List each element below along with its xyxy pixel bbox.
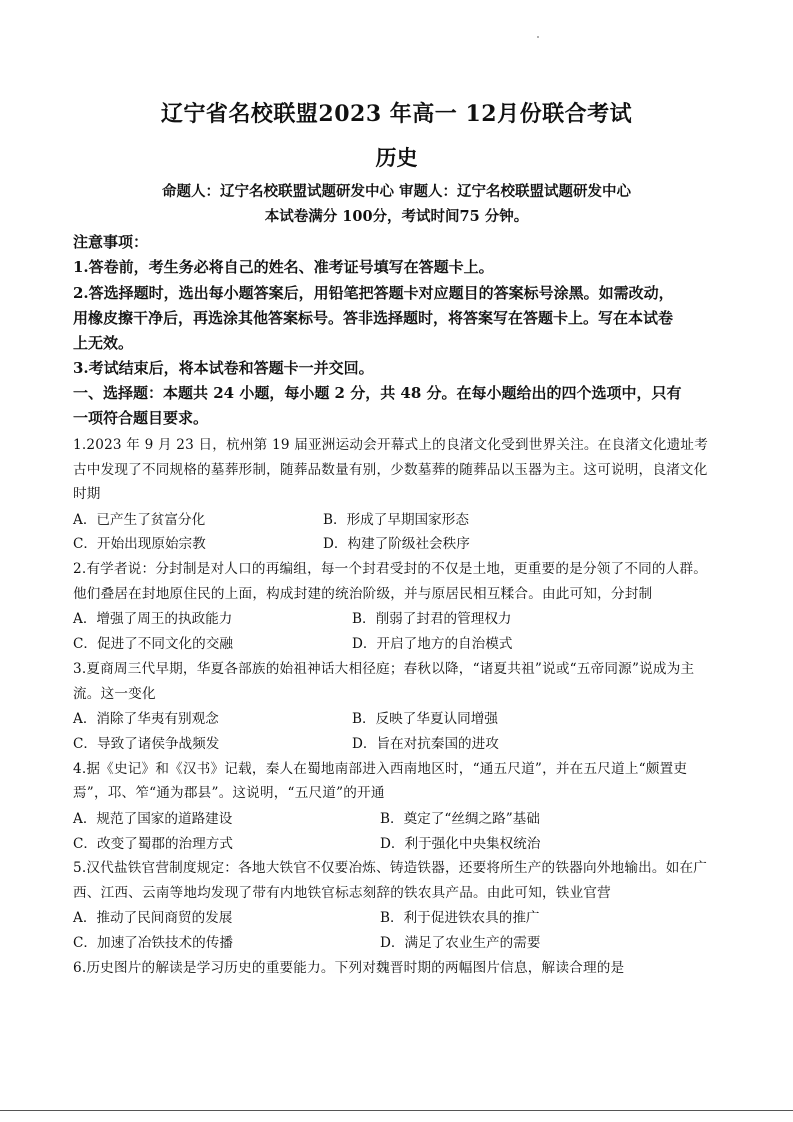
- q1-option-b: B．形成了早期国家形态: [323, 512, 469, 528]
- q4-option-a: A．规范了国家的道路建设: [73, 811, 233, 827]
- q1-stem-line-1: 1.2023 年 9 月 23 日，杭州第 19 届亚洲运动会开幕式上的良渚文化受到世界关注。在良渚文化遗址考: [73, 437, 709, 453]
- notice-item-2-line-1: 2.答选择题时，选出每小题答案后，用铅笔把答题卡对应题目的答案标号涂黑。如需改动，: [73, 284, 674, 302]
- q5-stem-line-2: 西、江西、云南等地均发现了带有内地铁官标志刻辞的铁农具产品。由此可知，铁业官营: [73, 885, 611, 901]
- q5-option-a: A．推动了民间商贸的发展: [73, 910, 233, 926]
- q2-stem-line-1: 2.有学者说：分封制是对人口的再编组，每一个封君受封的不仅是土地，更重要的是分领了不同的人群。: [73, 561, 708, 577]
- q4-option-d: D．利于强化中央集权统治: [380, 836, 541, 852]
- scan-dot: [537, 36, 539, 38]
- section-heading-line-2: 一项符合题目要求。: [73, 409, 209, 427]
- q3-option-b: B．反映了华夏认同增强: [352, 711, 498, 727]
- q4-option-b: B．奠定了“丝绸之路”基础: [380, 811, 540, 827]
- q3-option-d: D．旨在对抗秦国的进攻: [352, 736, 499, 752]
- q1-option-a: A．已产生了贫富分化: [73, 512, 206, 528]
- q1-stem-line-3: 时期: [73, 486, 101, 502]
- exam-title: 辽宁省名校联盟2023 年高一 12月份联合考试: [160, 101, 633, 127]
- exam-subject: 历史: [375, 145, 418, 170]
- q6-stem-line-1: 6.历史图片的解读是学习历史的重要能力。下列对魏晋时期的两幅图片信息，解读合理的是: [73, 960, 625, 976]
- q4-option-c: C．改变了蜀郡的治理方式: [73, 836, 233, 852]
- q3-option-a: A．消除了华夷有别观念: [73, 711, 219, 727]
- q3-option-c: C．导致了诸侯争战频发: [73, 736, 220, 752]
- q5-option-c: C．加速了冶铁技术的传播: [73, 935, 233, 951]
- author-line: 命题人：辽宁名校联盟试题研发中心 审题人：辽宁名校联盟试题研发中心: [161, 183, 632, 200]
- notice-item-2-line-3: 上无效。: [73, 334, 134, 352]
- q1-option-c: C．开始出现原始宗教: [73, 536, 206, 552]
- score-time-line: 本试卷满分 100分，考试时间75 分钟。: [264, 208, 529, 225]
- q2-stem-line-2: 他们叠居在封地原住民的上面，构成封建的统治阶级，并与原居民相互糅合。由此可知，分封制: [73, 586, 653, 602]
- q5-option-b: B．利于促进铁农具的推广: [380, 910, 540, 926]
- q2-option-b: B．削弱了封君的管理权力: [352, 611, 512, 627]
- page-bottom-rule: [0, 1110, 793, 1111]
- q3-stem-line-2: 流。这一变化: [73, 686, 156, 702]
- notice-heading: 注意事项：: [73, 233, 149, 251]
- q1-stem-line-2: 古中发现了不同规格的墓葬形制，随葬品数量有别，少数墓葬的随葬品以玉器为主。这可说明，良渚文化: [73, 462, 708, 478]
- q2-option-a: A．增强了周王的执政能力: [73, 611, 233, 627]
- q2-option-d: D．开启了地方的自治模式: [352, 636, 513, 652]
- notice-item-3: 3.考试结束后，将本试卷和答题卡一并交回。: [73, 359, 374, 377]
- section-heading-line-1: 一、选择题：本题共 24 小题，每小题 2 分，共 48 分。在每小题给出的四个选项中，只有: [73, 384, 682, 402]
- q4-stem-line-1: 4.据《史记》和《汉书》记载，秦人在蜀地南部进入西南地区时，“通五尺道”，并在五尺道上“颇置吏: [73, 761, 688, 777]
- q5-option-d: D．满足了农业生产的需要: [380, 935, 541, 951]
- q2-option-c: C．促进了不同文化的交融: [73, 636, 233, 652]
- q4-stem-line-2: 焉”，邛、笮“通为郡县”。这说明，“五尺道”的开通: [73, 785, 385, 801]
- q3-stem-line-1: 3.夏商周三代早期，华夏各部族的始祖神话大相径庭；春秋以降，“诸夏共祖”说或“五帝同源”说成为主: [73, 661, 695, 677]
- q1-option-d: D．构建了阶级社会秩序: [323, 536, 470, 552]
- notice-item-1: 1.答卷前，考生务必将自己的姓名、准考证号填写在答题卡上。: [73, 258, 494, 276]
- notice-item-2-line-2: 用橡皮擦干净后，再选涂其他答案标号。答非选择题时，将答案写在答题卡上。写在本试卷: [73, 309, 674, 327]
- q5-stem-line-1: 5.汉代盐铁官营制度规定：各地大铁官不仅要冶炼、铸造铁器，还要将所生产的铁器向外地输出。如在广: [73, 860, 708, 876]
